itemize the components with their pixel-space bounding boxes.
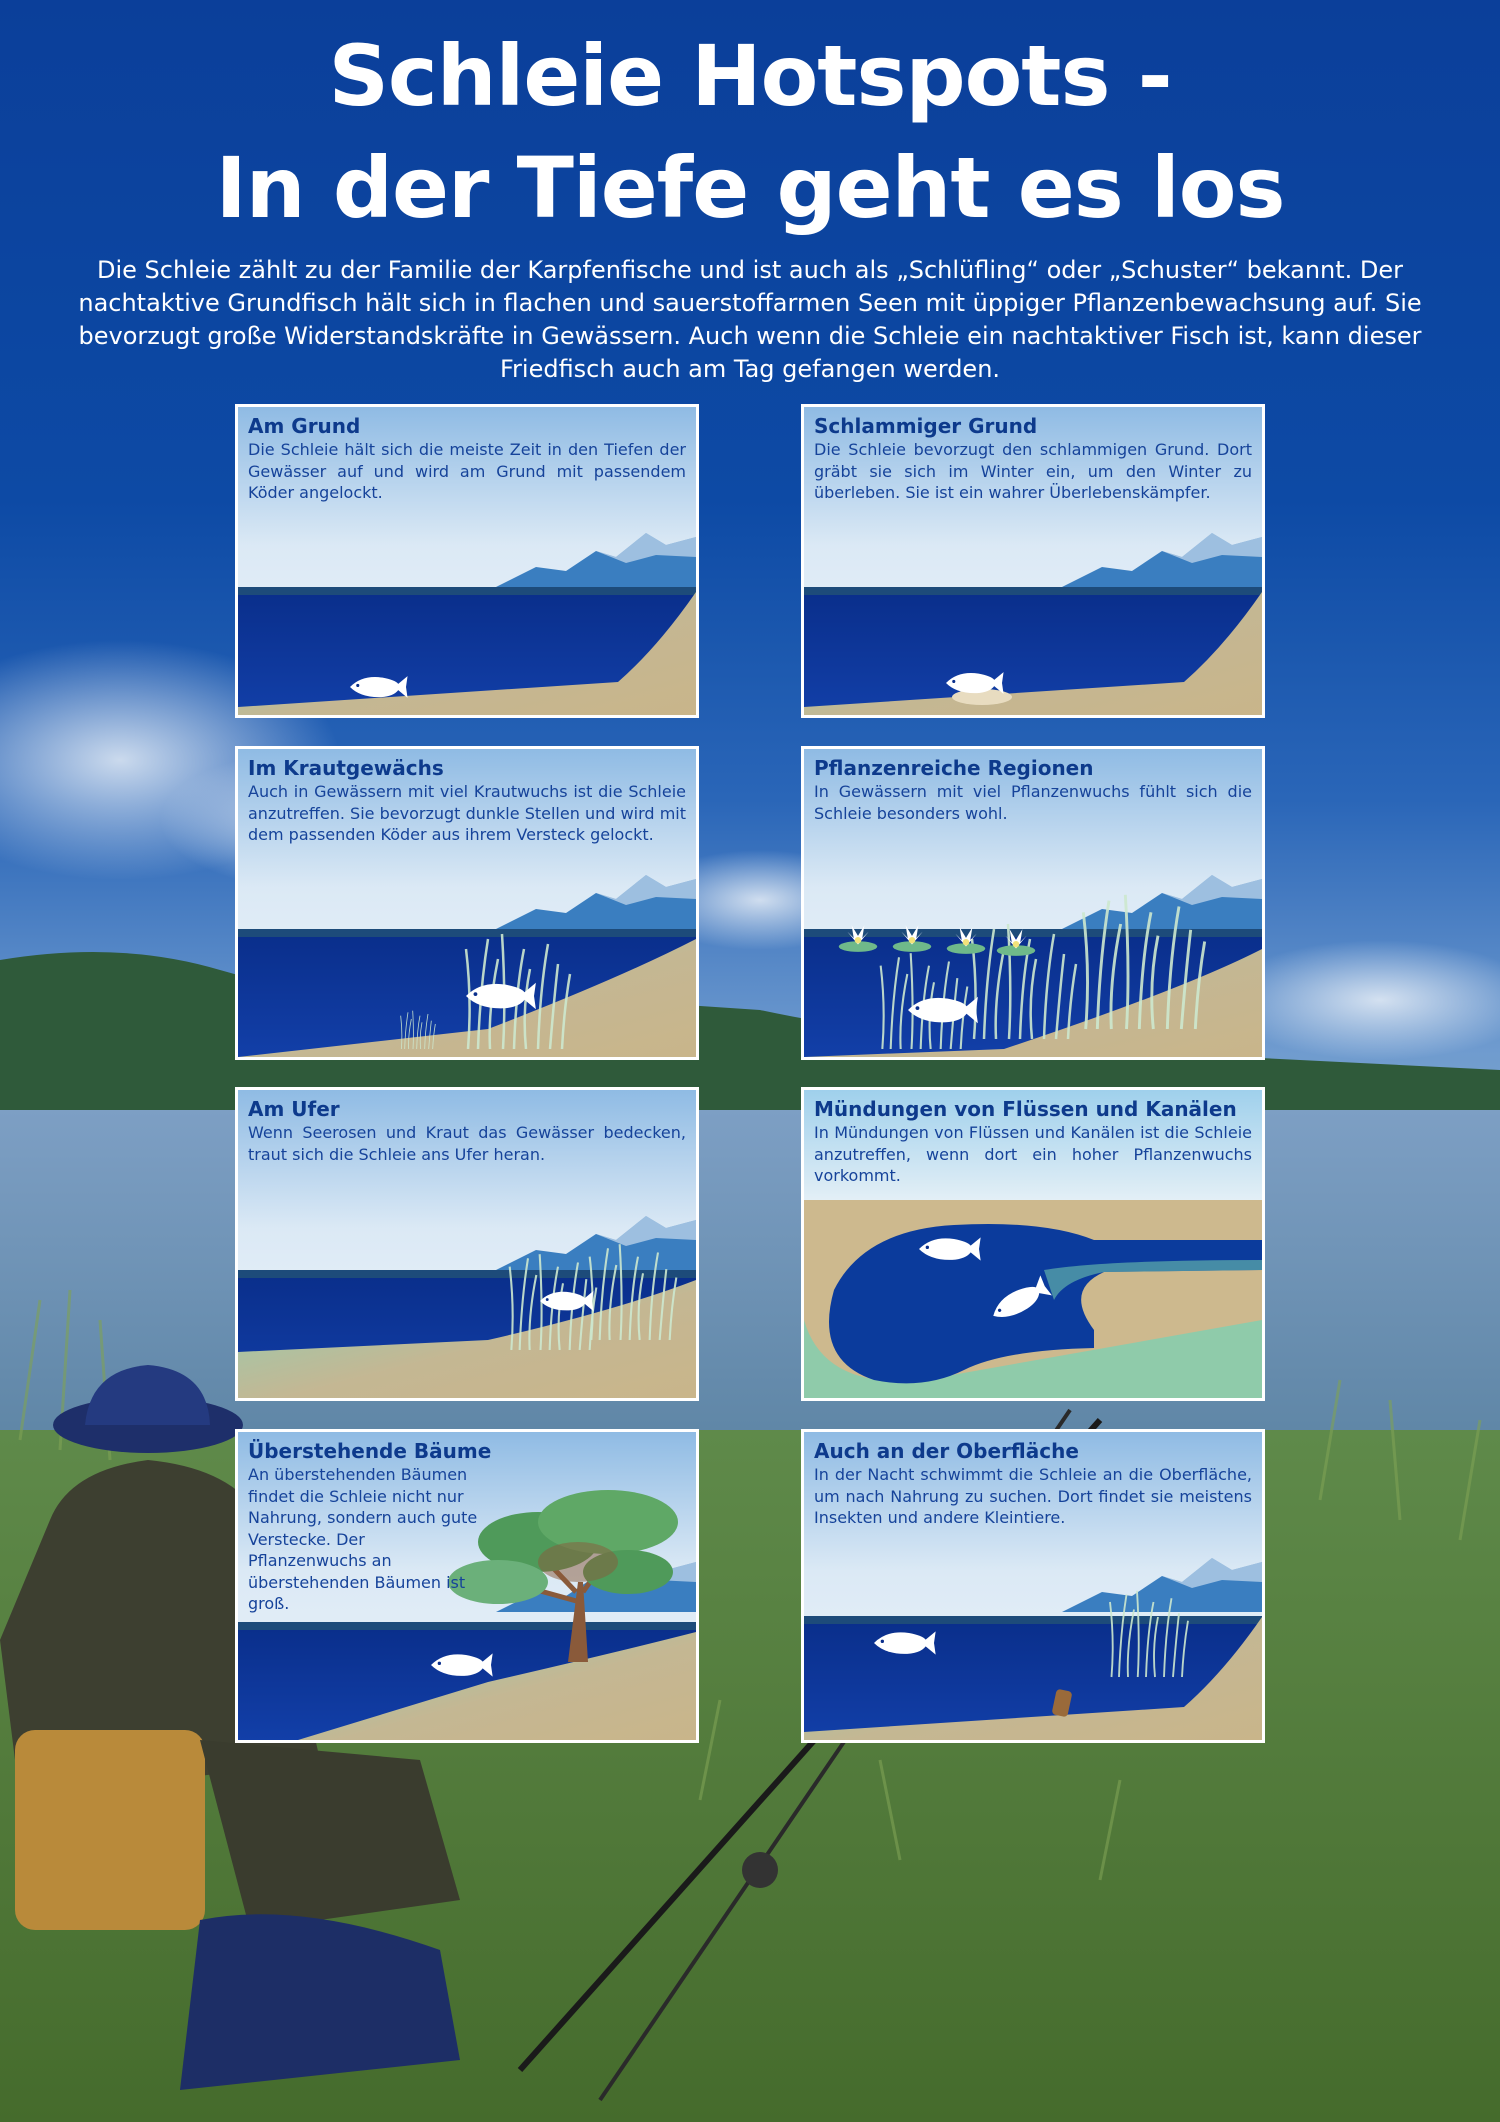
panel-oberflaeche: [801, 1429, 1265, 1743]
panel-am-ufer: [235, 1087, 699, 1401]
panel-title: Schlammiger Grund: [814, 414, 1038, 438]
intro-paragraph: Die Schleie zählt zu der Familie der Karpfenfische und ist auch als „Schlüfling“ oder „Schuster“ bekannt. Der nachtaktive Grundfisch hält sich in flachen und sauerstoffarmen Seen mit üppiger Pflanzenbewachsung auf. Sie bevorzugt große Widerstandskräfte in Gewässern. Auch wenn die Schleie ein nachtaktiver Fisch ist, kann dieser Friedfisch auch am Tag gefangen werden.: [78, 256, 1422, 383]
panel-title: Mündungen von Flüssen und Kanälen: [814, 1097, 1237, 1121]
panel-text: An überstehenden Bäumen findet die Schleie nicht nur Nahrung, sondern auch gute Verstecke. Der Pflanzenwuchs an überstehenden Bäumen ist groß.: [248, 1465, 478, 1613]
panel-text: Die Schleie bevorzugt den schlammigen Grund. Dort gräbt sie sich im Winter ein, um den Winter zu überleben. Sie ist ein wahrer Überlebenskämpfer.: [814, 440, 1252, 502]
panel-schlammiger-grund: [801, 404, 1265, 718]
panel-title: Am Grund: [248, 414, 361, 438]
page-title: [0, 20, 1500, 244]
panel-muendungen: [801, 1087, 1265, 1401]
panel-text: In der Nacht schwimmt die Schleie an die Oberfläche, um nach Nahrung zu suchen. Dort findet sie meistens Insekten und andere Kleintiere.: [814, 1465, 1252, 1527]
panel-text: In Gewässern mit viel Pflanzenwuchs fühlt sich die Schleie besonders wohl.: [814, 782, 1252, 823]
panel-title: Pflanzenreiche Regionen: [814, 756, 1094, 780]
panel-title: Im Krautgewächs: [248, 756, 444, 780]
panel-pflanzenreiche-regionen: [801, 746, 1265, 1060]
panel-text: Auch in Gewässern mit viel Krautwuchs ist die Schleie anzutreffen. Sie bevorzugt dunkle Stellen und wird mit dem passenden Köder aus ihrem Versteck gelockt.: [248, 782, 686, 844]
panel-text: In Mündungen von Flüssen und Kanälen ist die Schleie anzutreffen, wenn dort ein hoher Pflanzenwuchs vorkommt.: [814, 1123, 1252, 1185]
panel-text: Wenn Seerosen und Kraut das Gewässer bedecken, traut sich die Schleie ans Ufer heran.: [248, 1123, 686, 1164]
panel-ueberstehende-baeume: [235, 1429, 699, 1743]
panel-text: Die Schleie hält sich die meiste Zeit in den Tiefen der Gewässer auf und wird am Grund mit passendem Köder angelockt.: [248, 440, 686, 502]
panel-title: Auch an der Oberfläche: [814, 1439, 1079, 1463]
panel-am-grund: [235, 404, 699, 718]
panel-im-krautgewaechs: [235, 746, 699, 1060]
panel-title: Am Ufer: [248, 1097, 340, 1121]
panel-title: Überstehende Bäume: [248, 1439, 492, 1463]
title-line-1: Schleie Hotspots -: [328, 27, 1172, 125]
title-line-2: In der Tiefe geht es los: [215, 139, 1285, 237]
